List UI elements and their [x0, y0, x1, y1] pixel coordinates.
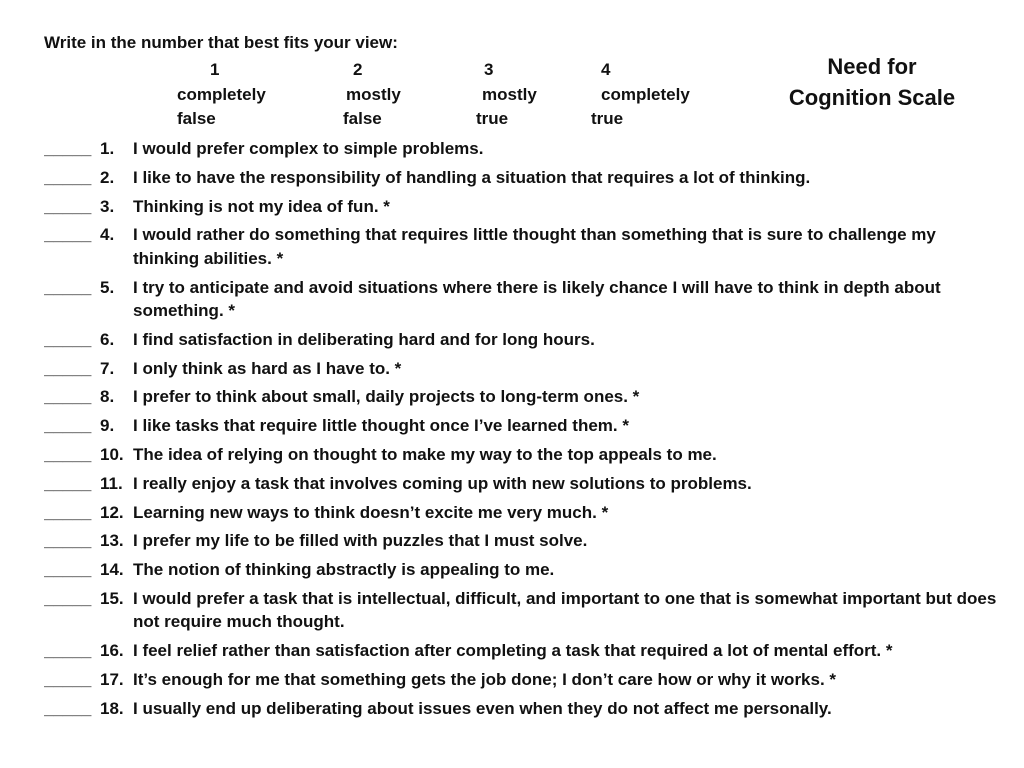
- item-number: 5.: [100, 277, 115, 297]
- item-number: 7.: [100, 358, 115, 378]
- item-number: 16.: [100, 641, 124, 661]
- answer-blank[interactable]: _____: [44, 387, 92, 407]
- list-item: [44, 443, 1004, 466]
- list-item: [44, 501, 1004, 524]
- list-item: [44, 414, 1004, 437]
- answer-blank[interactable]: _____: [44, 139, 92, 158]
- item-number: 11.: [100, 473, 123, 493]
- list-item: [44, 558, 1004, 581]
- scale-label-1-line-2: false: [177, 109, 216, 128]
- scale-number-2: 2: [353, 60, 363, 79]
- item-text: The notion of thinking abstractly is appealing to me.: [133, 560, 555, 580]
- item-text: I prefer to think about small, daily projects to long-term ones. *: [133, 387, 640, 407]
- answer-blank[interactable]: _____: [44, 698, 92, 718]
- item-text: It’s enough for me that something gets the job done; I don’t care how or why it works. *: [133, 669, 837, 689]
- title-line-1: Need for: [827, 54, 917, 79]
- list-item: [44, 587, 1004, 634]
- answer-blank[interactable]: _____: [44, 444, 92, 464]
- item-number: 12.: [100, 502, 124, 522]
- answer-blank[interactable]: _____: [44, 277, 92, 297]
- list-item: [44, 357, 1004, 380]
- scale-label-4-line-1: completely: [601, 85, 690, 104]
- list-item: [44, 195, 1004, 218]
- list-item: [44, 276, 1004, 323]
- answer-blank[interactable]: _____: [44, 329, 92, 349]
- list-item: [44, 472, 1004, 495]
- item-number: 18.: [100, 698, 124, 718]
- list-item: [44, 328, 1004, 351]
- item-number: 6.: [100, 329, 115, 349]
- list-item: [44, 697, 1004, 720]
- scale-label-2-line-1: mostly: [346, 85, 401, 104]
- item-text: I try to anticipate and avoid situations where there is likely chance I will have to think in depth about something. *: [133, 277, 941, 320]
- answer-blank[interactable]: _____: [44, 669, 92, 689]
- list-item: [44, 166, 1004, 189]
- item-text: I like tasks that require little thought once I’ve learned them. *: [133, 416, 629, 436]
- item-text: Learning new ways to think doesn’t excite me very much. *: [133, 502, 609, 522]
- title-line-2: Cognition Scale: [788, 85, 956, 110]
- questionnaire-items: [44, 137, 1004, 726]
- scale-label-1-line-1: completely: [177, 85, 266, 104]
- item-text: I would rather do something that requires little thought than something that is sure to challenge my thinking abilities. *: [133, 225, 936, 268]
- item-number: 2.: [100, 167, 115, 187]
- answer-blank[interactable]: _____: [44, 416, 92, 436]
- scale-number-4: 4: [601, 60, 611, 79]
- list-item: [44, 385, 1004, 408]
- item-number: 10.: [100, 444, 124, 464]
- item-text: I would prefer a task that is intellectual, difficult, and important to one that is somewhat important but does not require much thought.: [133, 588, 997, 632]
- item-number: 14.: [100, 560, 124, 580]
- list-item: [44, 137, 1004, 160]
- item-text: Thinking is not my idea of fun. *: [133, 196, 390, 216]
- item-text: I really enjoy a task that involves coming up with new solutions to problems.: [133, 473, 752, 493]
- answer-blank[interactable]: _____: [44, 502, 92, 522]
- scale-label-3-line-2: true: [476, 109, 509, 128]
- answer-blank[interactable]: _____: [44, 531, 92, 551]
- answer-blank[interactable]: _____: [44, 358, 92, 378]
- item-number: 4.: [100, 225, 115, 245]
- item-number: 15.: [100, 588, 124, 608]
- list-item: [44, 668, 1004, 691]
- item-text: The idea of relying on thought to make my way to the top appeals to me.: [133, 444, 717, 464]
- scale-label-2-line-2: false: [343, 109, 382, 128]
- item-number: 3.: [100, 196, 115, 216]
- item-number: 8.: [100, 387, 115, 407]
- answer-blank[interactable]: _____: [44, 167, 92, 187]
- answer-blank[interactable]: _____: [44, 196, 92, 216]
- item-text: I find satisfaction in deliberating hard and for long hours.: [133, 329, 595, 349]
- item-number: 1.: [100, 139, 115, 158]
- item-text: I like to have the responsibility of handling a situation that requires a lot of thinking.: [133, 167, 811, 187]
- item-number: 9.: [100, 416, 115, 436]
- answer-blank[interactable]: _____: [44, 473, 92, 493]
- list-item: [44, 223, 1004, 270]
- item-text: I usually end up deliberating about issues even when they do not affect me personally.: [133, 698, 832, 718]
- answer-blank[interactable]: _____: [44, 588, 92, 608]
- item-number: 17.: [100, 669, 124, 689]
- list-item: [44, 529, 1004, 552]
- scale-label-4-line-2: true: [591, 109, 624, 128]
- scale-number-1: 1: [210, 60, 220, 79]
- answer-blank[interactable]: _____: [44, 560, 92, 580]
- scale-number-3: 3: [484, 60, 494, 79]
- answer-blank[interactable]: _____: [44, 225, 92, 245]
- scale-label-3-line-1: mostly: [482, 85, 537, 104]
- page-title: [762, 51, 982, 113]
- item-text: I prefer my life to be filled with puzzles that I must solve.: [133, 531, 588, 551]
- item-number: 13.: [100, 531, 124, 551]
- item-text: I would prefer complex to simple problems.: [133, 139, 484, 158]
- item-text: I feel relief rather than satisfaction after completing a task that required a lot of mental effort. *: [133, 641, 893, 661]
- instruction-text: Write in the number that best fits your view:: [44, 33, 398, 52]
- item-text: I only think as hard as I have to. *: [133, 358, 402, 378]
- list-item: [44, 639, 1004, 662]
- answer-blank[interactable]: _____: [44, 641, 92, 661]
